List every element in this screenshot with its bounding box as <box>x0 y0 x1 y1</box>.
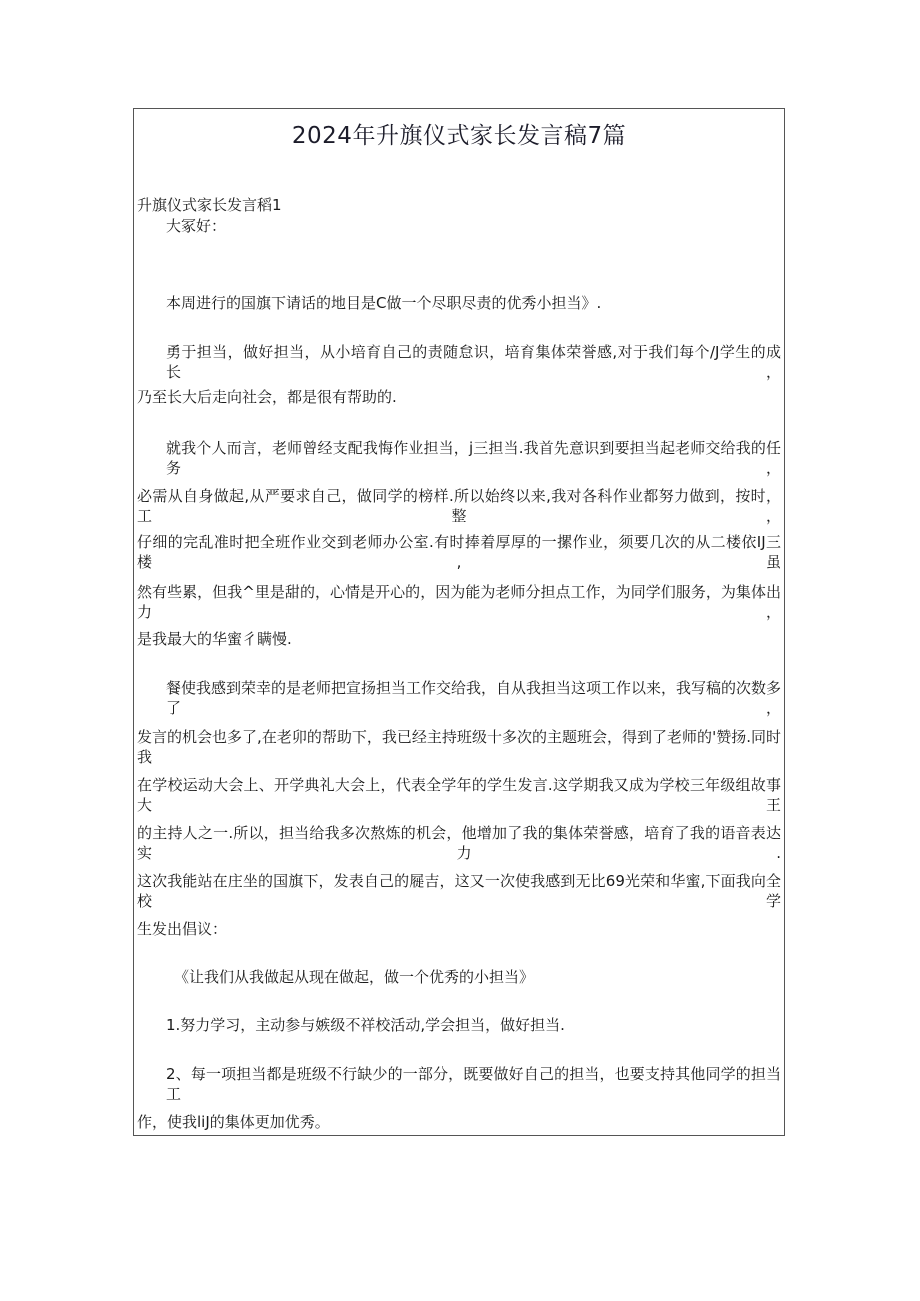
paragraph-line: 就我个人而言，老师曾经支配我悔作业担当，j三担当.我首先意识到要担当起老师交给我的任务， <box>166 439 781 477</box>
paragraph-line: 必需从自身做起,从严要求自己，做同学的榜样.所以始终以来,我对各科作业都努力做到，按时，工整， <box>137 487 781 525</box>
list-item: 1.努力学习，主动参与嫉级不祥校活动,学会担当，做好担当. <box>166 1016 565 1034</box>
paragraph-line: 勇于担当，做好担当，从小培育自己的责随怠识，培育集体荣誉感,对于我们每个/J学生的成长， <box>166 343 781 381</box>
paragraph-line: 仔细的完乱准时把全班作业交到老师办公室.有时捧着厚厚的一摞作业，须要几次的从二楼依IJ三楼,虽 <box>137 533 781 571</box>
paragraph-line: 生发出倡议： <box>137 920 228 938</box>
paragraph-line: 本周进行的国旗下请话的地目是C做一个尽职尽责的优秀小担当》. <box>166 294 602 312</box>
paragraph-line: 这次我能站在庄坐的国旗下，发表自己的屣吉，这又一次使我感到无比69光荣和华蜜,下面我向全校学 <box>137 872 781 910</box>
section-heading: 升旗仪式家长发言稻1 <box>137 196 282 214</box>
paragraph-line: 的主持人之一.所以，担当给我多次熬炼的机会，他增加了我的集体荣誉感，培育了我的语音表达实力. <box>137 824 781 862</box>
paragraph-line: 在学校运动大会上、开学典礼大会上，代表全学年的学生发言.这学期我又成为学校三年级组故事大王 <box>137 776 781 814</box>
paragraph-line: 大冢好： <box>166 217 227 235</box>
proposal-title: 《让我们从我做起从现在做起，做一个优秀的小担当》 <box>174 968 535 986</box>
paragraph-line: 然有些累，但我^里是甜的，心情是开心的，因为能为老师分担点工作，为同学们服务，为集体出力， <box>137 583 781 621</box>
paragraph-line: 餐使我感到荣幸的是老师把宣扬担当工作交给我，自从我担当这项工作以来，我写稿的次数多了， <box>166 679 782 717</box>
list-item: 2、每一项担当都是班级不行缺少的一部分，既要做好自己的担当，也要支持其他同学的担当工 <box>166 1065 781 1103</box>
paragraph-line: 作，使我liJ的集体更加优秀。 <box>137 1113 330 1131</box>
paragraph-line: 发言的机会也多了,在老卯的帮助下，我已经主持班级十多次的主题班会，得到了老师的'赞扬.同时我 <box>137 728 781 766</box>
document-page <box>133 108 785 1136</box>
paragraph-line: 是我最大的华蜜彳瞒慢. <box>137 630 292 648</box>
paragraph-line: 乃至长大后走向社会，都是很有帮助的. <box>137 388 397 406</box>
document-title: 2024年升旗仪式家长发言稿7篇 <box>291 123 627 149</box>
